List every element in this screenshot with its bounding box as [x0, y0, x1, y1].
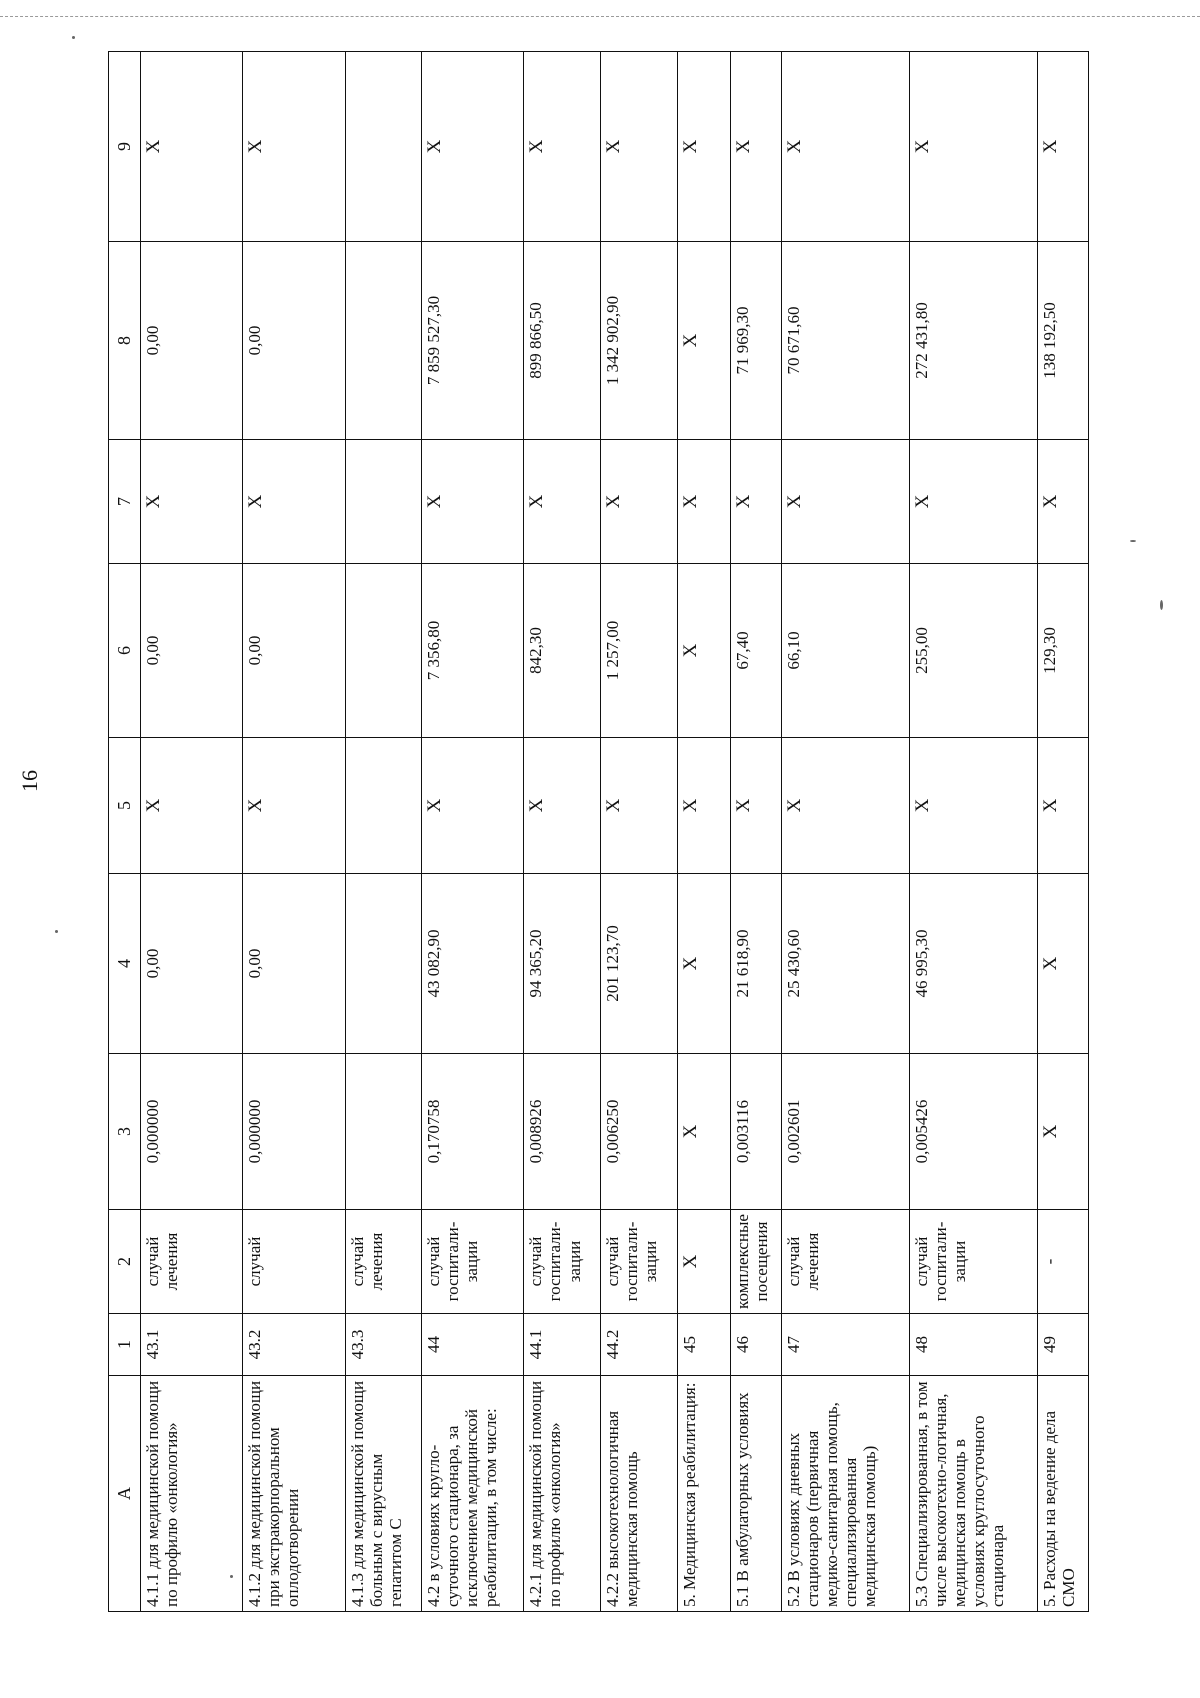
value-cell: [345, 440, 422, 564]
value-cell: X: [731, 52, 782, 242]
table-row: [677, 52, 730, 1612]
value-cell: X: [422, 738, 524, 874]
value-cell: 0,00: [243, 564, 345, 738]
value-cell: 70 671,60: [782, 242, 910, 440]
column-header: 2: [109, 1210, 141, 1314]
value-cell: 0,005426: [910, 1054, 1038, 1210]
value-cell: 1 257,00: [601, 564, 678, 738]
scan-speck: [1160, 600, 1163, 610]
value-cell: X: [243, 738, 345, 874]
value-cell: [345, 1054, 422, 1210]
row-label: 4.2.2 высокотехнологичная медицинская помощь: [601, 1376, 678, 1612]
value-cell: X: [243, 440, 345, 564]
value-cell: 71 969,30: [731, 242, 782, 440]
row-label: 5. Расходы на ведение дела СМО: [1037, 1376, 1088, 1612]
value-cell: X: [601, 52, 678, 242]
table-row: [601, 52, 678, 1612]
value-cell: X: [601, 440, 678, 564]
row-label: 4.2.1 для медицинской помощи по профилю «онкология»: [524, 1376, 601, 1612]
value-cell: 46 995,30: [910, 874, 1038, 1054]
value-cell: X: [677, 52, 730, 242]
value-cell: 43 082,90: [422, 874, 524, 1054]
value-cell: X: [910, 440, 1038, 564]
value-cell: 0,00: [141, 242, 243, 440]
value-cell: X: [910, 52, 1038, 242]
value-cell: 0,170758: [422, 1054, 524, 1210]
value-cell: X: [677, 1054, 730, 1210]
value-cell: [345, 738, 422, 874]
row-label: 4.1.2 для медицинской помощи при экстракорпоральном оплодотворении: [243, 1376, 345, 1612]
column-header: 9: [109, 52, 141, 242]
unit-cell: случай госпитали-зации: [422, 1210, 524, 1314]
row-number: 43.1: [141, 1314, 243, 1376]
financial-table: [108, 51, 1089, 1612]
page-number: 16: [17, 770, 42, 792]
value-cell: 0,00: [141, 564, 243, 738]
table-row: [243, 52, 345, 1612]
value-cell: 0,00: [141, 874, 243, 1054]
column-header: 3: [109, 1054, 141, 1210]
unit-cell: случай госпитали-зации: [524, 1210, 601, 1314]
value-cell: [345, 564, 422, 738]
value-cell: X: [524, 52, 601, 242]
value-cell: 0,003116: [731, 1054, 782, 1210]
value-cell: 0,00: [243, 242, 345, 440]
value-cell: X: [677, 242, 730, 440]
unit-cell: случай: [243, 1210, 345, 1314]
column-header: 7: [109, 440, 141, 564]
value-cell: X: [677, 440, 730, 564]
row-number: 43.2: [243, 1314, 345, 1376]
column-header: А: [109, 1376, 141, 1612]
value-cell: 25 430,60: [782, 874, 910, 1054]
row-number: 44.1: [524, 1314, 601, 1376]
value-cell: X: [422, 52, 524, 242]
rotated-table-container: [108, 52, 1089, 1612]
table-row: [731, 52, 782, 1612]
table-row: [141, 52, 243, 1612]
unit-cell: случай лечения: [345, 1210, 422, 1314]
value-cell: 66,10: [782, 564, 910, 738]
value-cell: X: [524, 738, 601, 874]
row-label: 5. Медицинская реабилитация:: [677, 1376, 730, 1612]
value-cell: X: [243, 52, 345, 242]
scan-speck: [72, 36, 75, 39]
value-cell: 7 859 527,30: [422, 242, 524, 440]
value-cell: X: [141, 738, 243, 874]
table-row: [782, 52, 910, 1612]
value-cell: X: [524, 440, 601, 564]
value-cell: X: [1037, 738, 1088, 874]
column-header: 1: [109, 1314, 141, 1376]
row-number: 44: [422, 1314, 524, 1376]
scan-speck: [55, 930, 58, 933]
table-row: [422, 52, 524, 1612]
row-number: 44.2: [601, 1314, 678, 1376]
row-label: 5.1 В амбулаторных условиях: [731, 1376, 782, 1612]
row-label: 4.1.1 для медицинской помощи по профилю «онкология»: [141, 1376, 243, 1612]
value-cell: 21 618,90: [731, 874, 782, 1054]
table-row: [524, 52, 601, 1612]
value-cell: X: [731, 440, 782, 564]
value-cell: X: [910, 738, 1038, 874]
column-header: 6: [109, 564, 141, 738]
value-cell: 0,000000: [243, 1054, 345, 1210]
column-header: 5: [109, 738, 141, 874]
table-row: [345, 52, 422, 1612]
value-cell: 0,002601: [782, 1054, 910, 1210]
value-cell: 138 192,50: [1037, 242, 1088, 440]
table-row: [1037, 52, 1088, 1612]
value-cell: X: [141, 52, 243, 242]
value-cell: [345, 52, 422, 242]
value-cell: X: [677, 738, 730, 874]
value-cell: X: [782, 52, 910, 242]
value-cell: 0,000000: [141, 1054, 243, 1210]
value-cell: X: [782, 738, 910, 874]
row-number: 48: [910, 1314, 1038, 1376]
row-label: 4.2 в условиях кругло-суточного стационара, за исключением медицинской реабилитации, в том числе:: [422, 1376, 524, 1612]
unit-cell: -: [1037, 1210, 1088, 1314]
column-header: 4: [109, 874, 141, 1054]
scan-speck: [1130, 540, 1136, 542]
value-cell: 0,008926: [524, 1054, 601, 1210]
value-cell: 255,00: [910, 564, 1038, 738]
value-cell: X: [677, 564, 730, 738]
scan-border-line: [0, 16, 1200, 17]
row-label: 5.3 Специализированная, в том числе высокотехно-логичная, медицинская помощь в условиях круглосуточного стационара: [910, 1376, 1038, 1612]
value-cell: 899 866,50: [524, 242, 601, 440]
value-cell: 0,006250: [601, 1054, 678, 1210]
row-label: 5.2 В условиях дневных стационаров (первичная медико-санитарная помощь, специализированная медицинская помощь): [782, 1376, 910, 1612]
row-number: 46: [731, 1314, 782, 1376]
value-cell: [345, 874, 422, 1054]
value-cell: X: [422, 440, 524, 564]
unit-cell: случай госпитали-зации: [910, 1210, 1038, 1314]
value-cell: X: [601, 738, 678, 874]
value-cell: X: [731, 738, 782, 874]
table-row: [910, 52, 1038, 1612]
value-cell: X: [1037, 440, 1088, 564]
unit-cell: случай госпитали-зации: [601, 1210, 678, 1314]
row-number: 47: [782, 1314, 910, 1376]
row-number: 49: [1037, 1314, 1088, 1376]
value-cell: X: [1037, 1054, 1088, 1210]
unit-cell: случай лечения: [782, 1210, 910, 1314]
value-cell: 94 365,20: [524, 874, 601, 1054]
row-label: 4.1.3 для медицинской помощи больным с вирусным гепатитом С: [345, 1376, 422, 1612]
value-cell: 0,00: [243, 874, 345, 1054]
header-row: [109, 52, 141, 1612]
value-cell: X: [1037, 874, 1088, 1054]
row-number: 43.3: [345, 1314, 422, 1376]
unit-cell: X: [677, 1210, 730, 1314]
row-number: 45: [677, 1314, 730, 1376]
unit-cell: комплексные посещения: [731, 1210, 782, 1314]
value-cell: 272 431,80: [910, 242, 1038, 440]
value-cell: 1 342 902,90: [601, 242, 678, 440]
value-cell: X: [141, 440, 243, 564]
value-cell: 129,30: [1037, 564, 1088, 738]
value-cell: 842,30: [524, 564, 601, 738]
value-cell: [345, 242, 422, 440]
value-cell: X: [677, 874, 730, 1054]
column-header: 8: [109, 242, 141, 440]
value-cell: 201 123,70: [601, 874, 678, 1054]
value-cell: X: [1037, 52, 1088, 242]
unit-cell: случай лечения: [141, 1210, 243, 1314]
value-cell: 67,40: [731, 564, 782, 738]
value-cell: 7 356,80: [422, 564, 524, 738]
value-cell: X: [782, 440, 910, 564]
